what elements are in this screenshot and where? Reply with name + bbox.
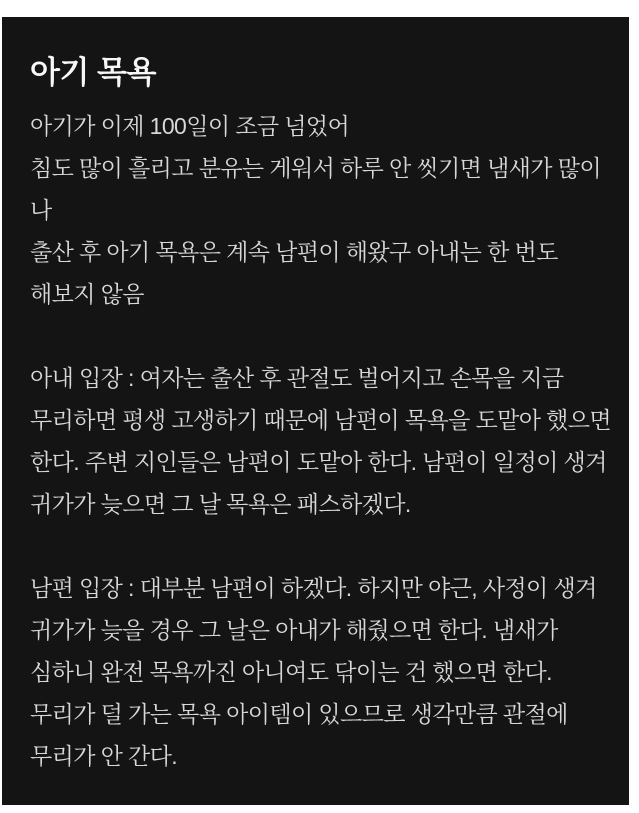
body-line: 한다. 주변 지인들은 남편이 도맡아 한다. 남편이 일정이 생겨 [30,449,607,475]
body-line: 귀가가 늦을 경우 그 날은 아내가 해줬으면 한다. 냄새가 [30,617,558,643]
body-line: 남편 입장 : 대부분 남편이 하겠다. 하지만 야근, 사정이 생겨 [30,575,597,601]
body-line: 아기가 이제 100일이 조금 넘었어 [30,113,350,139]
paragraph-wife-position [30,357,611,525]
body-line: 나 [30,197,52,223]
body-line: 출산 후 아기 목욕은 계속 남편이 해왔구 아내는 한 번도 [30,239,558,265]
body-line: 무리가 덜 가는 목욕 아이템이 있으므로 생각만큼 관절에 [30,701,568,727]
body-line: 해보지 않음 [30,281,144,307]
paragraph-husband-position [30,567,611,777]
post-screenshot-panel [2,17,629,805]
body-line: 침도 많이 흘리고 분유는 게워서 하루 안 씻기면 냄새가 많이 [30,155,601,181]
body-line: 무리가 안 간다. [30,743,178,769]
body-line: 귀가가 늦으면 그 날 목욕은 패스하겠다. [30,491,411,517]
body-line: 아내 입장 : 여자는 출산 후 관절도 벌어지고 손목을 지금 [30,365,564,391]
body-line: 무리하면 평생 고생하기 때문에 남편이 목욕을 도맡아 했으면 [30,407,611,433]
body-line: 심하니 완전 목욕까진 아니여도 닦이는 건 했으면 한다. [30,659,552,685]
paragraph-intro [30,105,611,315]
post-title: 아기 목욕 [30,55,156,90]
